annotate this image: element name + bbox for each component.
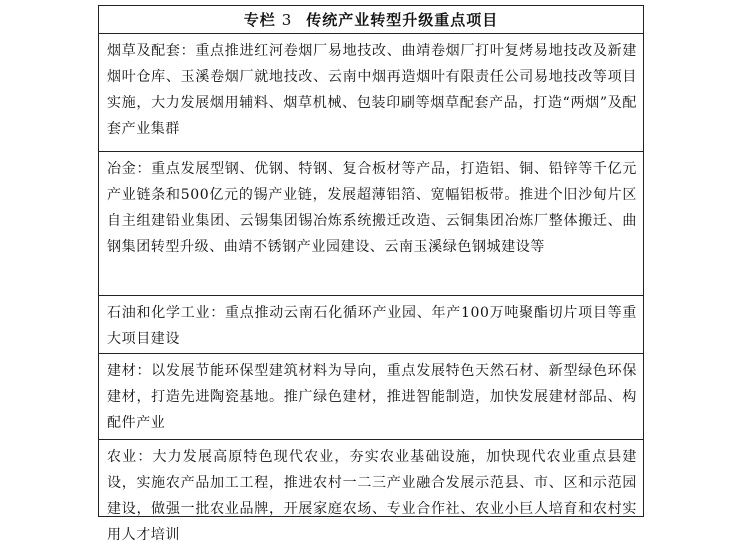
section-petrochemical: 石油和化学工业：重点推动云南石化循环产业园、年产100万吨聚酯切片项目等重大项目建设	[99, 296, 643, 354]
panel-title	[99, 6, 643, 34]
section-metallurgy: 冶金：重点发展型钢、优钢、特钢、复合板材等产品，打造铝、铜、铅锌等千亿元产业链条和500亿元的锡产业链，发展超薄铝箔、宽幅铝板带。推进个旧沙甸片区自主组建铅业集团、云锡集团锡冶炼系统搬迁改造、云铜集团冶炼厂整体搬迁、曲钢集团转型升级、曲靖不锈钢产业园建设、云南玉溪绿色钢城建设等	[99, 152, 643, 296]
panel-label: 专栏	[243, 11, 276, 29]
section-agriculture: 农业：大力发展高原特色现代农业，夯实农业基础设施，加快现代农业重点县建设，实施农产品加工工程，推进农村一二三产业融合发展示范县、市、区和示范园建设，做强一批农业品牌，开展家庭农场、专业合作社、农业小巨人培育和农村实用人才培训	[107, 449, 637, 543]
panel-heading: 传统产业转型升级重点项目	[306, 11, 499, 29]
panel-number: 3	[281, 10, 293, 29]
section-building-materials: 建材：以发展节能环保型建筑材料为导向，重点发展特色天然石材、新型绿色环保建材，打造先进陶瓷基地。推广绿色建材，推进智能制造，加快发展建材部品、构配件产业	[99, 354, 643, 440]
feature-panel	[98, 5, 644, 543]
section-tobacco: 烟草及配套：重点推进红河卷烟厂易地技改、曲靖卷烟厂打叶复烤易地技改及新建烟叶仓库、玉溪卷烟厂就地技改、云南中烟再造烟叶有限责任公司易地技改等项目实施，大力发展烟用辅料、烟草机械、包装印刷等烟草配套产品，打造“两烟”及配套产业集群	[99, 34, 643, 152]
